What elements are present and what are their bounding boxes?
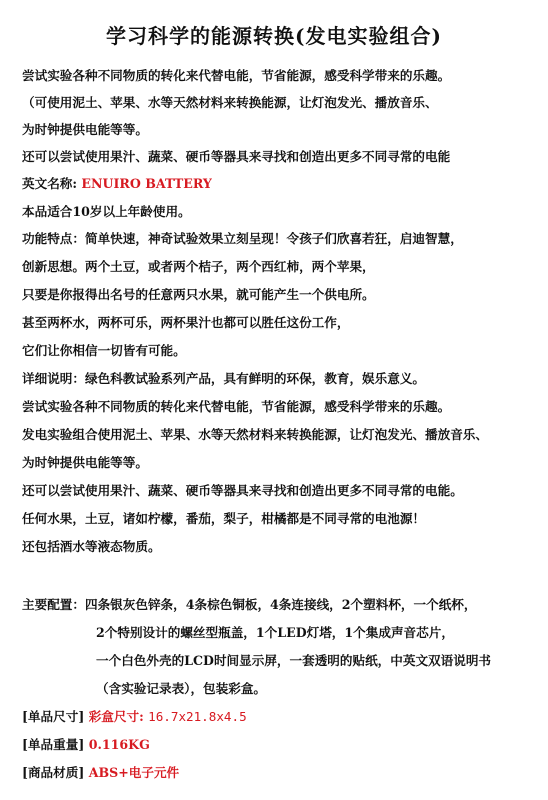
- feature-line: 甚至两杯水，两杯可乐，两杯果汁也都可以胜任这份工作，: [22, 315, 350, 330]
- detail-line: 发电实验组合使用泥土、苹果、水等天然材料来转换能源，让灯泡发光、播放音乐、: [22, 427, 488, 442]
- feature-line: 它们让你相信一切皆有可能。: [22, 343, 186, 358]
- size-label: [单品尺寸]: [22, 709, 85, 724]
- intro-line: 还可以尝试使用果汁、蔬菜、硬币等器具来寻找和创造出更多不同寻常的电能: [22, 149, 451, 164]
- material-value: ABS+电子元件: [88, 765, 180, 780]
- detail-line: 任何水果，土豆，诸如柠檬，番茄，梨子，柑橘都是不同寻常的电池源！: [22, 511, 425, 526]
- weight-label: [单品重量]: [22, 737, 85, 752]
- english-name-value: ENUIRO BATTERY: [81, 176, 212, 191]
- detail-line: 还包括酒水等液态物质。: [22, 539, 161, 554]
- english-name-label: 英文名称:: [22, 176, 78, 191]
- weight-row: [22, 737, 150, 753]
- feature-line: 功能特点：简单快速，神奇试验效果立刻呈现！令孩子们欣喜若狂，启迪智慧，: [22, 231, 463, 246]
- size-value: 16.7x21.8x4.5: [148, 709, 247, 724]
- intro-line: 尝试实验各种不同物质的转化来代替电能，节省能源，感受科学带来的乐趣。: [22, 68, 451, 83]
- material-label: [商品材质]: [22, 765, 85, 780]
- size-sub-label: 彩盒尺寸:: [88, 709, 144, 724]
- config-line: 主要配置：四条银灰色锌条，4条棕色铜板，4条连接线，2个塑料杯，一个纸杯，: [22, 597, 477, 612]
- config-line: 一个白色外壳的LCD时间显示屏，一套透明的贴纸，中英文双语说明书: [96, 653, 492, 668]
- detail-line: 为时钟提供电能等等。: [22, 455, 148, 470]
- size-row: [22, 709, 247, 725]
- feature-line: 创新思想。两个土豆，或者两个桔子，两个西红柿，两个苹果，: [22, 259, 375, 274]
- detail-line: 还可以尝试使用果汁、蔬菜、硬币等器具来寻找和创造出更多不同寻常的电能。: [22, 483, 463, 498]
- intro-line: 为时钟提供电能等等。: [22, 122, 148, 137]
- config-line: 2个特别设计的螺丝型瓶盖，1个LED灯塔，1个集成声音芯片，: [96, 625, 454, 640]
- age-recommendation: 本品适合10岁以上年龄使用。: [22, 204, 191, 219]
- material-row: [22, 765, 179, 781]
- english-name-row: [22, 176, 212, 192]
- detail-line: 尝试实验各种不同物质的转化来代替电能，节省能源，感受科学带来的乐趣。: [22, 399, 451, 414]
- feature-line: 只要是你报得出名号的任意两只水果，就可能产生一个供电所。: [22, 287, 375, 302]
- intro-line: （可使用泥土、苹果、水等天然材料来转换能源，让灯泡发光、播放音乐、: [22, 95, 438, 110]
- page-title: 学习科学的能源转换(发电实验组合): [106, 24, 442, 48]
- detail-line: 详细说明：绿色科教试验系列产品，具有鲜明的环保，教育，娱乐意义。: [22, 371, 425, 386]
- config-line: （含实验记录表），包装彩盒。: [96, 681, 267, 696]
- weight-value: 0.116KG: [88, 737, 150, 752]
